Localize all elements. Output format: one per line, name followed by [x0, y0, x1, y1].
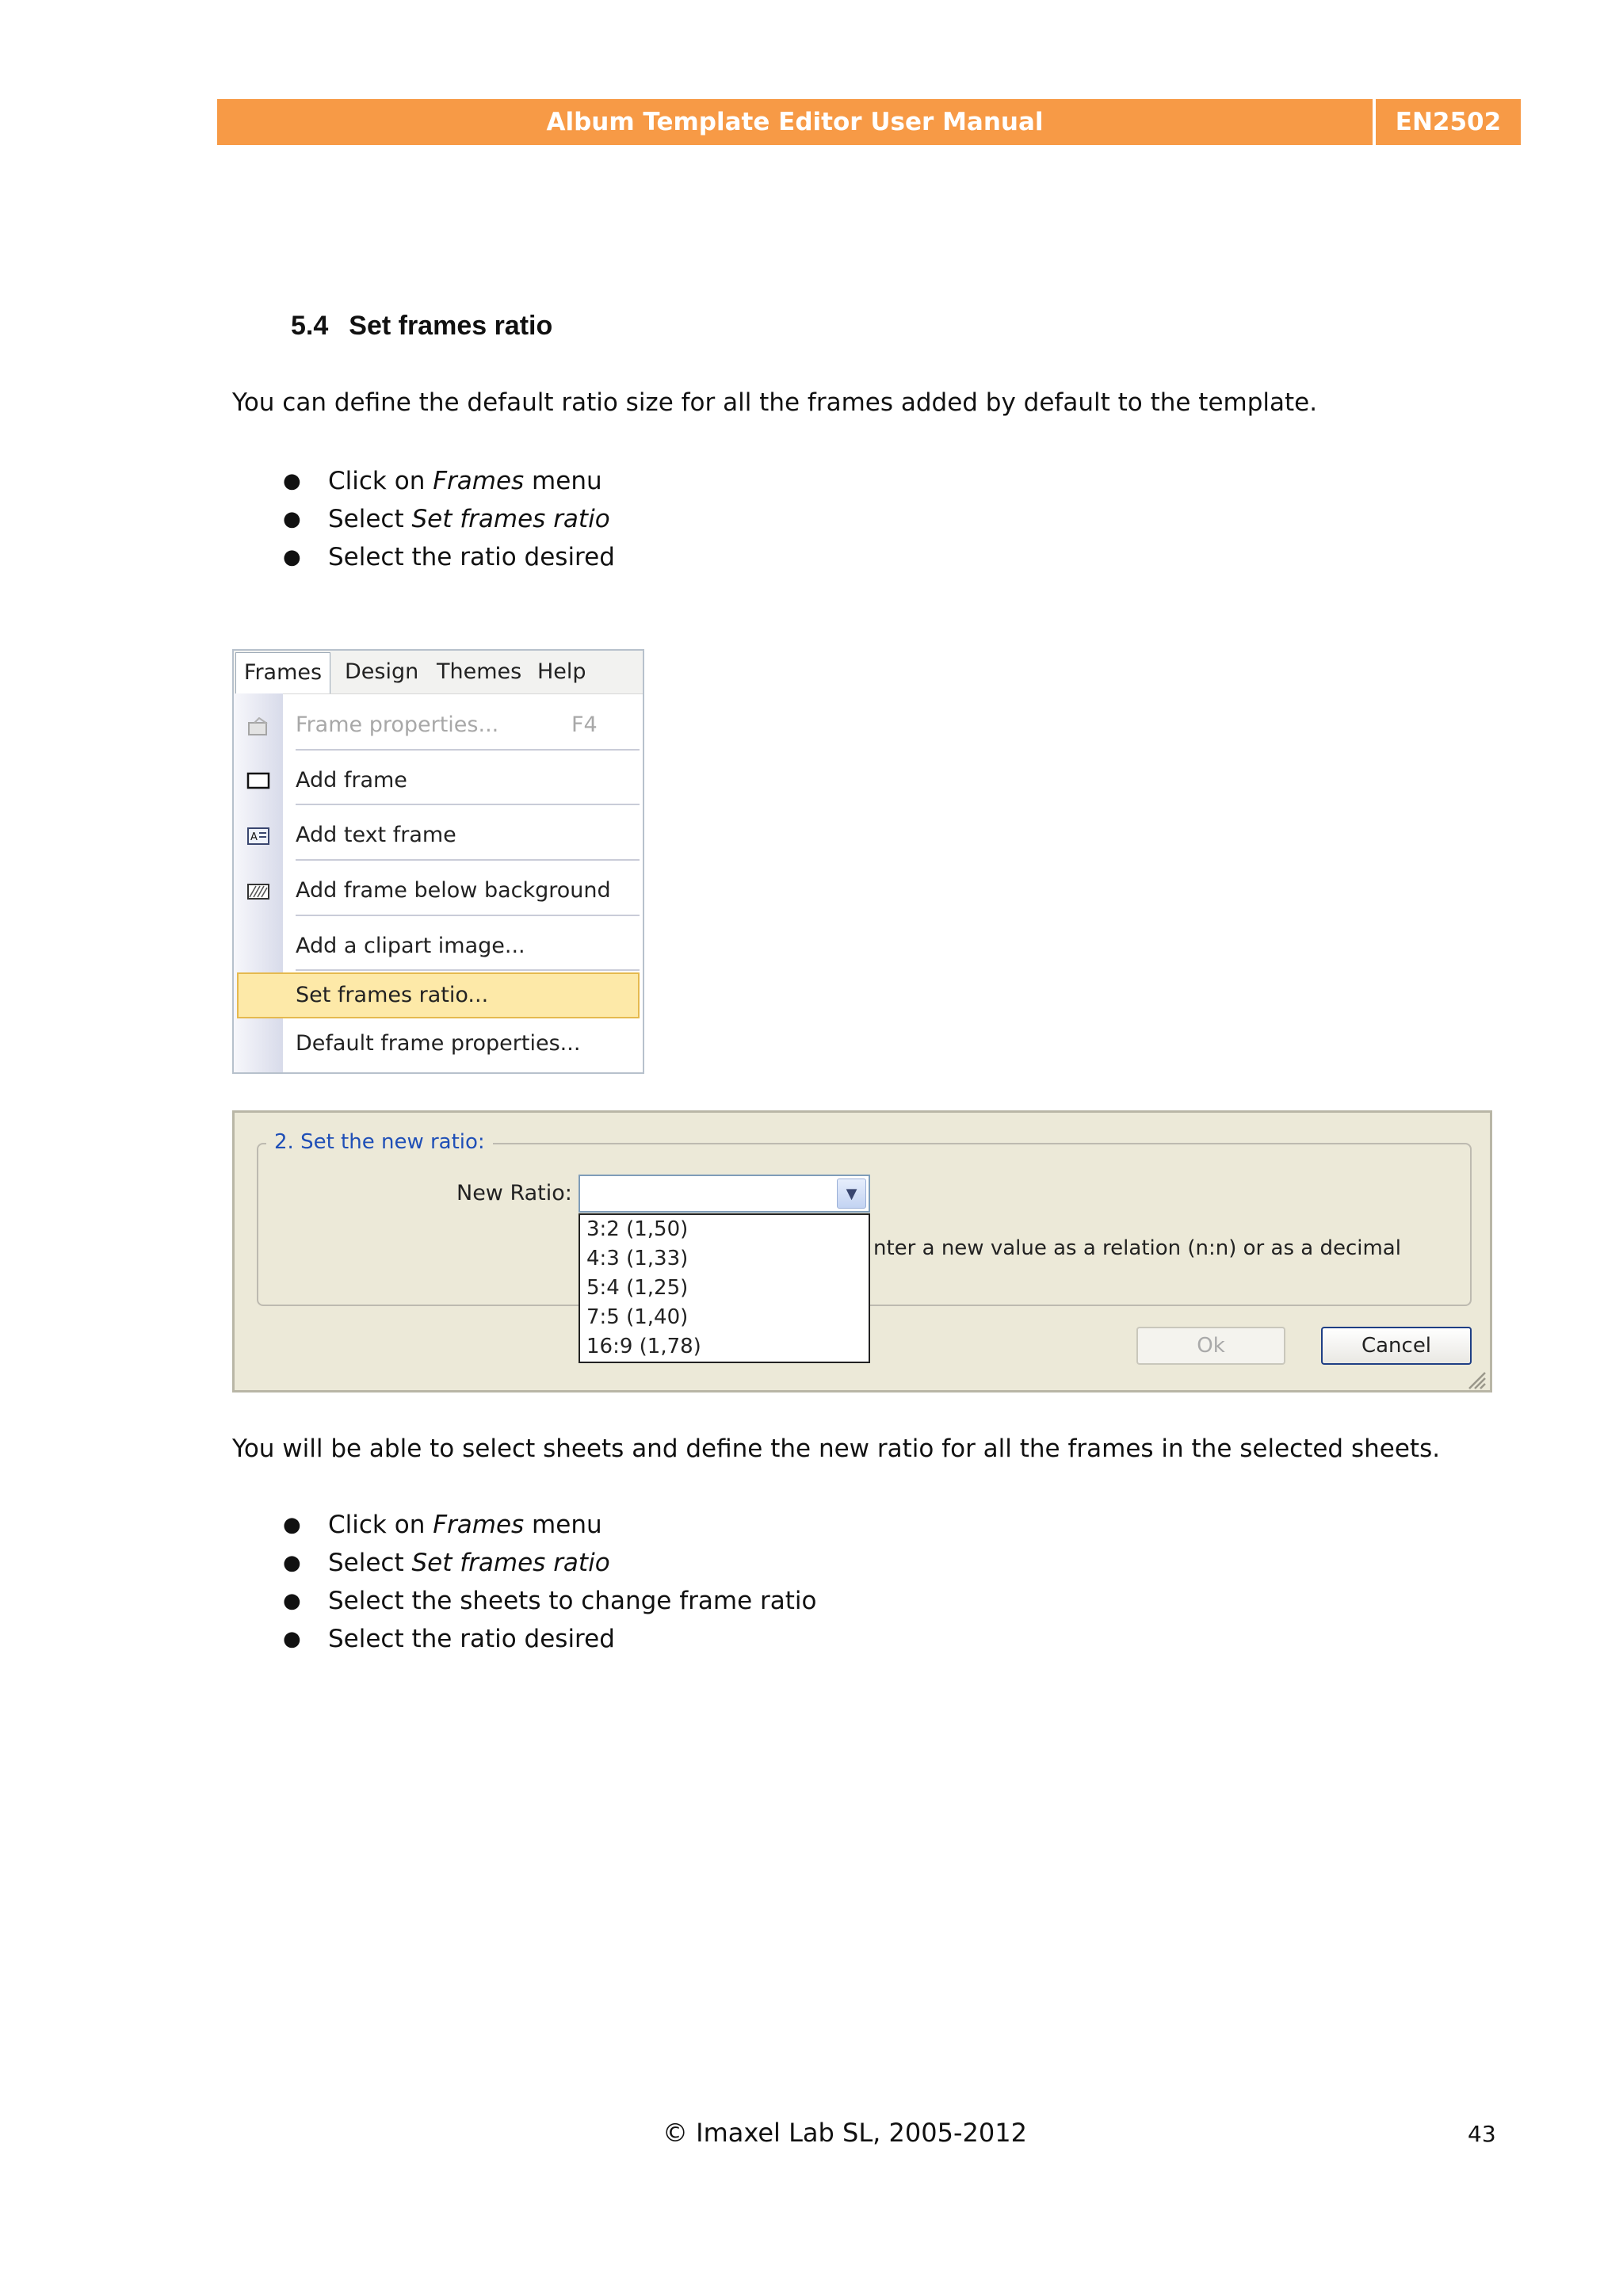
list-item: ● Click on Frames menu	[283, 467, 602, 495]
section-number: 5.4	[291, 311, 329, 341]
menu-themes[interactable]: Themes	[437, 659, 522, 684]
steps-list-2	[283, 1506, 817, 1658]
menu-separator	[296, 915, 640, 916]
cancel-button[interactable]: Cancel	[1321, 1327, 1472, 1365]
footer-copyright: © Imaxel Lab SL, 2005-2012	[663, 2118, 1027, 2148]
shortcut-f4: F4	[571, 712, 598, 737]
header-title: Album Template Editor User Manual	[217, 99, 1373, 145]
ratio-dropdown-list	[579, 1213, 870, 1363]
list-item: ● Select the ratio desired	[283, 1625, 615, 1653]
hatched-frame-icon	[246, 882, 270, 901]
list-item: ● Select Set frames ratio	[283, 505, 610, 533]
header-document-code: EN2502	[1376, 99, 1521, 145]
frames-menu-screenshot	[232, 649, 644, 1074]
sheets-paragraph: You will be able to select sheets and define the new ratio for all the frames in the selected sheets.	[232, 1435, 1441, 1463]
list-item: ● Click on Frames menu	[283, 1511, 602, 1539]
menu-item-default-frame-properties[interactable]: Default frame properties...	[296, 1031, 581, 1056]
ratio-group-title: 2. Set the new ratio:	[266, 1130, 493, 1154]
svg-text:A: A	[250, 831, 258, 843]
text-frame-icon	[246, 827, 270, 846]
menu-item-add-clipart-image[interactable]: Add a clipart image...	[296, 934, 525, 958]
intro-paragraph: You can define the default ratio size for all the frames added by default to the template.	[232, 388, 1318, 417]
ratio-option[interactable]: 16:9 (1,78)	[586, 1335, 701, 1358]
ratio-dialog-screenshot	[232, 1110, 1492, 1392]
list-item: ● Select the sheets to change frame ratio	[283, 1587, 817, 1615]
frame-icon	[246, 771, 270, 790]
menu-separator	[296, 859, 640, 861]
page-number: 43	[1468, 2121, 1496, 2147]
menu-frames[interactable]: Frames	[235, 652, 330, 693]
menu-item-set-frames-ratio[interactable]: Set frames ratio...	[296, 983, 489, 1007]
new-ratio-combobox[interactable]	[579, 1175, 870, 1213]
ratio-option[interactable]: 3:2 (1,50)	[586, 1217, 689, 1241]
list-item: ● Select the ratio desired	[283, 543, 615, 571]
menu-bar	[234, 651, 643, 694]
menu-item-add-frame[interactable]: Add frame	[296, 768, 407, 793]
menu-help[interactable]: Help	[537, 659, 586, 684]
chevron-down-icon[interactable]: ▼	[837, 1179, 866, 1209]
ratio-option[interactable]: 7:5 (1,40)	[586, 1305, 689, 1329]
menu-separator	[296, 749, 640, 751]
menu-item-frame-properties[interactable]: Frame properties...	[296, 712, 499, 737]
ratio-hint-text: nter a new value as a relation (n:n) or as a decimal	[873, 1236, 1401, 1260]
menu-item-add-frame-below-background[interactable]: Add frame below background	[296, 878, 611, 903]
new-ratio-label: New Ratio:	[456, 1181, 572, 1205]
list-item: ● Select Set frames ratio	[283, 1549, 610, 1577]
ratio-option[interactable]: 4:3 (1,33)	[586, 1247, 689, 1270]
ok-button[interactable]: Ok	[1136, 1327, 1285, 1365]
properties-icon	[246, 717, 270, 736]
page-header	[217, 99, 1521, 145]
section-title: Set frames ratio	[349, 311, 553, 341]
menu-item-add-text-frame[interactable]: Add text frame	[296, 823, 456, 847]
ratio-option[interactable]: 5:4 (1,25)	[586, 1276, 689, 1300]
section-heading	[291, 311, 552, 342]
resize-grip-icon[interactable]	[1465, 1368, 1487, 1390]
steps-list-1	[283, 462, 615, 576]
menu-separator	[296, 969, 640, 971]
menu-design[interactable]: Design	[345, 659, 419, 684]
menu-separator	[296, 804, 640, 805]
